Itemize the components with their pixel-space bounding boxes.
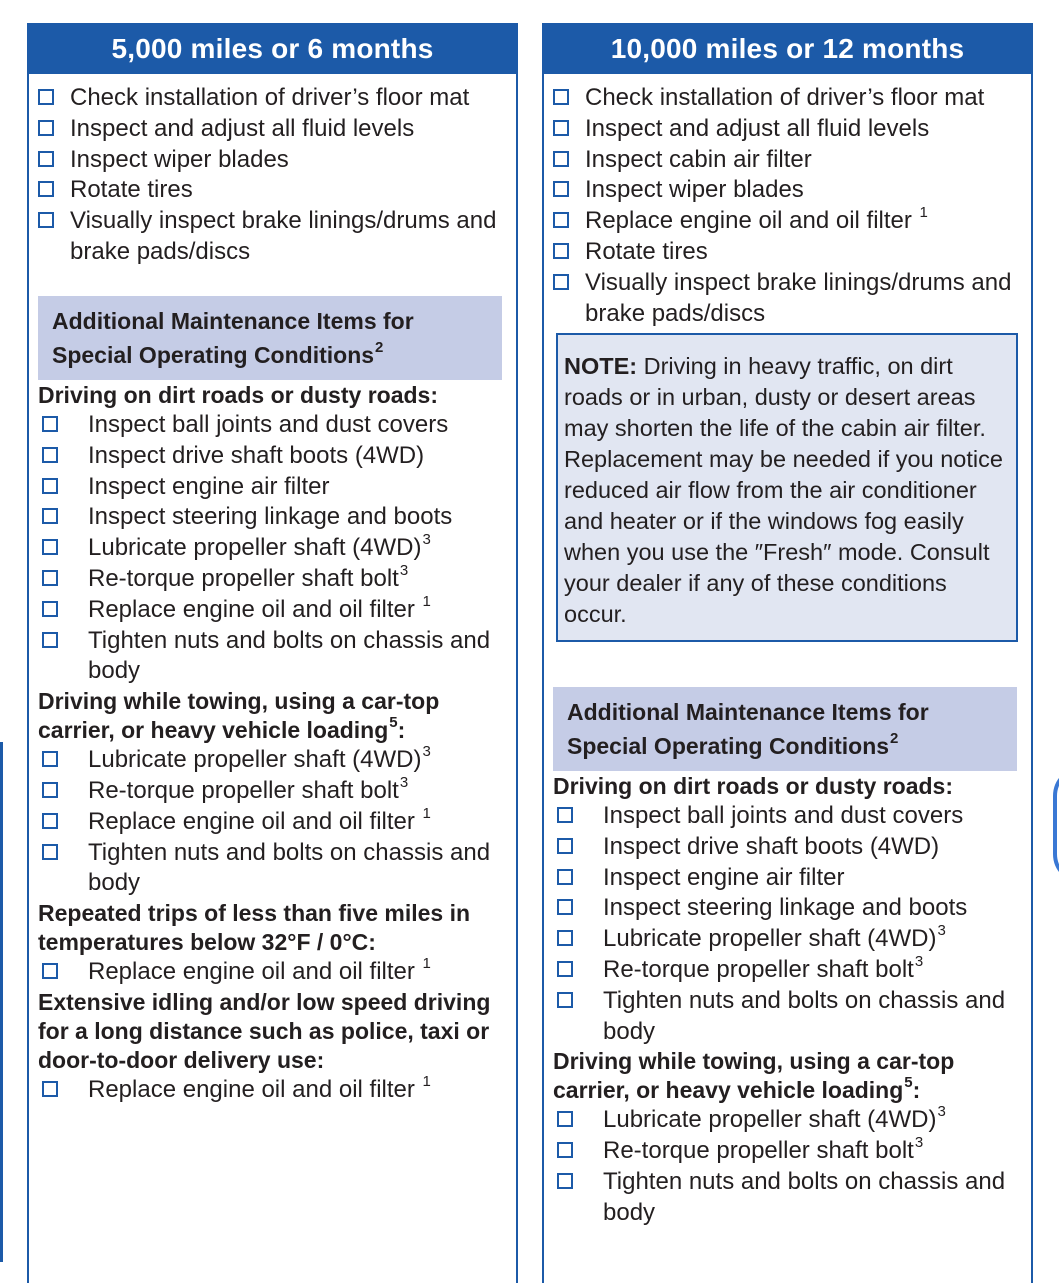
checklist-item — [553, 114, 1025, 145]
checkbox[interactable] — [557, 1142, 573, 1158]
condition-heading: Driving on dirt roads or dusty roads: — [38, 382, 438, 408]
footnote-marker: 3 — [937, 922, 946, 940]
item-text: Inspect and adjust all fluid levels — [585, 114, 930, 142]
condition-heading: Extensive idling and/or low speed driving for a long distance such as police, taxi or door-to-door delivery use: — [38, 988, 491, 1073]
checklist-item — [38, 441, 510, 472]
item-text: Rotate tires — [70, 176, 193, 204]
footnote-marker: 3 — [422, 743, 431, 761]
column-header: 5,000 miles or 6 months — [29, 23, 516, 74]
checkbox[interactable] — [42, 813, 58, 829]
checklist-item — [38, 206, 510, 268]
checkbox[interactable] — [557, 899, 573, 915]
checklist-item — [38, 502, 510, 533]
checklist-item — [38, 1072, 510, 1106]
main-checklist — [38, 83, 510, 268]
item-text: Replace engine oil and oil filter $^1$ — [585, 204, 928, 235]
item-text: Inspect wiper blades — [585, 176, 804, 204]
column-5000-miles — [27, 23, 518, 1283]
checkbox[interactable] — [38, 212, 54, 228]
checkbox[interactable] — [42, 539, 58, 555]
checkbox[interactable] — [553, 89, 569, 105]
special-line1: Additional Maintenance Items for — [52, 308, 414, 334]
item-text: Inspect steering linkage and boots — [603, 894, 968, 922]
page-edge-line — [0, 742, 3, 1262]
item-text: Tighten nuts and bolts on chassis and body — [603, 1167, 1006, 1226]
item-text: Rotate tires — [585, 237, 708, 265]
special-line1: Additional Maintenance Items for — [567, 699, 929, 725]
checkbox[interactable] — [557, 869, 573, 885]
checklist-item — [38, 626, 510, 688]
checklist-item — [553, 1167, 1025, 1229]
checklist-item — [553, 268, 1025, 330]
checklist-item — [38, 145, 510, 176]
item-text: Tighten nuts and bolts on chassis and body — [88, 626, 491, 685]
item-text: Inspect steering linkage and boots — [88, 503, 453, 531]
checkbox[interactable] — [553, 243, 569, 259]
checklist-item — [553, 1105, 1025, 1136]
item-text: Check installation of driver’s floor mat — [585, 84, 985, 111]
checkbox[interactable] — [42, 632, 58, 648]
item-text: Tighten nuts and bolts on chassis and body — [88, 838, 491, 897]
footnote-marker: 3 — [399, 773, 409, 791]
checklist-item — [553, 863, 1025, 894]
item-text: Inspect drive shaft boots (4WD) — [603, 832, 940, 860]
condition-heading: Driving on dirt roads or dusty roads: — [553, 773, 953, 799]
checklist-item — [553, 893, 1025, 924]
item-text: Lubricate propeller shaft $(4WD)^3$ — [603, 922, 946, 953]
footnote-marker: 1 — [919, 204, 928, 222]
checklist-item — [38, 838, 510, 900]
item-text: Re-torque propeller shaft bolt$^3$ — [603, 952, 924, 983]
checklist-item — [553, 986, 1025, 1048]
item-text: Lubricate propeller shaft $(4WD)^3$ — [88, 531, 431, 562]
footnote-marker: 1 — [422, 1072, 431, 1090]
page-edge-circle — [1053, 766, 1059, 884]
checklist-item — [38, 745, 510, 776]
checkbox[interactable] — [553, 151, 569, 167]
checklist-item — [38, 533, 510, 564]
checklist-item — [38, 561, 510, 595]
footnote-marker: 3 — [422, 531, 431, 549]
item-text: Inspect engine air filter — [603, 863, 845, 891]
checkbox[interactable] — [38, 181, 54, 197]
checkbox[interactable] — [553, 181, 569, 197]
item-text: Inspect ball joints and dust covers — [88, 411, 449, 438]
condition-heading: Driving while towing, using a car-top carrier, or heavy vehicle loading$^5$: — [553, 1048, 955, 1104]
item-text: Inspect wiper blades — [70, 145, 289, 173]
footnote-marker: 1 — [422, 804, 431, 822]
checkbox[interactable] — [38, 120, 54, 136]
special-line2: Special Operating Conditions$^2$ — [52, 339, 384, 368]
item-text: Replace engine oil and oil filter $^1$ — [88, 804, 431, 835]
special-conditions-banner — [553, 687, 1017, 771]
footnote-marker: 3 — [914, 952, 924, 970]
item-text: Lubricate propeller shaft $(4WD)^3$ — [603, 1103, 946, 1134]
checkbox[interactable] — [42, 570, 58, 586]
checklist-item — [553, 832, 1025, 863]
checkbox[interactable] — [557, 992, 573, 1008]
checklist-item — [553, 83, 1025, 114]
column-10000-miles — [542, 23, 1033, 1283]
special-line2: Special Operating Conditions$^2$ — [567, 730, 899, 759]
checklist-item — [553, 952, 1025, 986]
footnote-marker: 3 — [937, 1103, 946, 1121]
checkbox[interactable] — [557, 1111, 573, 1127]
checklist-item — [553, 801, 1025, 832]
note-text: Driving in heavy traffic, on dirt roads or in urban, dusty or desert areas may shorten the life of the cabin air filter. Replacement may be needed if you notice reduced air flow from the air conditioner and heater or if the windows fog easily when you use the ″Fresh″ mode. Consult your dealer if any of these conditions occur. — [564, 353, 1003, 627]
column-header: 10,000 miles or 12 months — [544, 23, 1031, 74]
checkbox[interactable] — [42, 782, 58, 798]
checkbox[interactable] — [557, 838, 573, 854]
checkbox[interactable] — [42, 508, 58, 524]
checklist-item — [553, 237, 1025, 268]
checkbox[interactable] — [42, 751, 58, 767]
item-text: Inspect drive shaft boots (4WD) — [88, 441, 425, 469]
checkbox[interactable] — [553, 120, 569, 136]
checkbox[interactable] — [38, 151, 54, 167]
checkbox[interactable] — [42, 1081, 58, 1097]
item-text: Inspect cabin air filter — [585, 145, 812, 173]
checkbox[interactable] — [42, 416, 58, 432]
note-label: NOTE: — [564, 353, 638, 379]
checkbox[interactable] — [42, 963, 58, 979]
special-conditions-banner — [38, 296, 502, 380]
checklist-item — [38, 773, 510, 807]
note-box — [556, 333, 1018, 642]
footnote-marker: 1 — [422, 955, 431, 973]
checkbox[interactable] — [42, 478, 58, 494]
checkbox[interactable] — [557, 961, 573, 977]
checklist-item — [38, 957, 510, 988]
condition-heading: Driving while towing, using a car-top carrier, or heavy vehicle loading$^5$: — [38, 688, 440, 744]
special-conditions-groups — [553, 772, 1025, 1229]
item-text: Re-torque propeller shaft bolt$^3$ — [88, 561, 409, 592]
footnote-marker: 1 — [422, 592, 431, 610]
checkbox[interactable] — [557, 930, 573, 946]
item-text: Inspect ball joints and dust covers — [603, 802, 964, 829]
footnote-marker: 3 — [399, 561, 409, 579]
item-text: Inspect engine air filter — [88, 472, 330, 500]
item-text: Lubricate propeller shaft $(4WD)^3$ — [88, 743, 431, 774]
checklist-item — [553, 1136, 1025, 1167]
checklist-item — [38, 592, 510, 626]
checkbox[interactable] — [557, 807, 573, 823]
footnote-marker: 3 — [914, 1134, 924, 1152]
checklist-item — [553, 145, 1025, 176]
item-text: Check installation of driver’s floor mat — [70, 84, 470, 111]
item-text: Re-torque propeller shaft bolt$^3$ — [603, 1134, 924, 1165]
item-text: Re-torque propeller shaft bolt$^3$ — [88, 773, 409, 804]
item-text: Visually inspect brake linings/drums and brake pads/discs — [585, 268, 1012, 327]
condition-heading: Repeated trips of less than five miles in temperatures below 32°F / 0°C: — [38, 900, 471, 956]
checklist-item — [38, 804, 510, 838]
checkbox[interactable] — [42, 601, 58, 617]
checklist-item — [38, 114, 510, 145]
main-checklist — [553, 83, 1025, 329]
item-text: Replace engine oil and oil filter $^1$ — [88, 955, 431, 986]
checklist-item — [553, 175, 1025, 206]
item-text: Visually inspect brake linings/drums and brake pads/discs — [70, 207, 497, 265]
item-text: Replace engine oil and oil filter $^1$ — [88, 1072, 431, 1103]
checkbox[interactable] — [553, 212, 569, 228]
item-text: Inspect and adjust all fluid levels — [70, 114, 415, 142]
checklist-item — [38, 83, 510, 114]
checklist-item — [38, 472, 510, 503]
checkbox[interactable] — [38, 89, 54, 105]
checkbox[interactable] — [42, 447, 58, 463]
checkbox[interactable] — [553, 274, 569, 290]
checklist-item — [553, 206, 1025, 237]
checkbox[interactable] — [557, 1173, 573, 1189]
item-text: Replace engine oil and oil filter $^1$ — [88, 592, 431, 623]
checkbox[interactable] — [42, 844, 58, 860]
item-text: Tighten nuts and bolts on chassis and body — [603, 986, 1006, 1045]
checklist-item — [553, 924, 1025, 955]
checklist-item — [38, 175, 510, 206]
special-conditions-groups — [38, 381, 510, 1106]
checklist-item — [38, 410, 510, 441]
